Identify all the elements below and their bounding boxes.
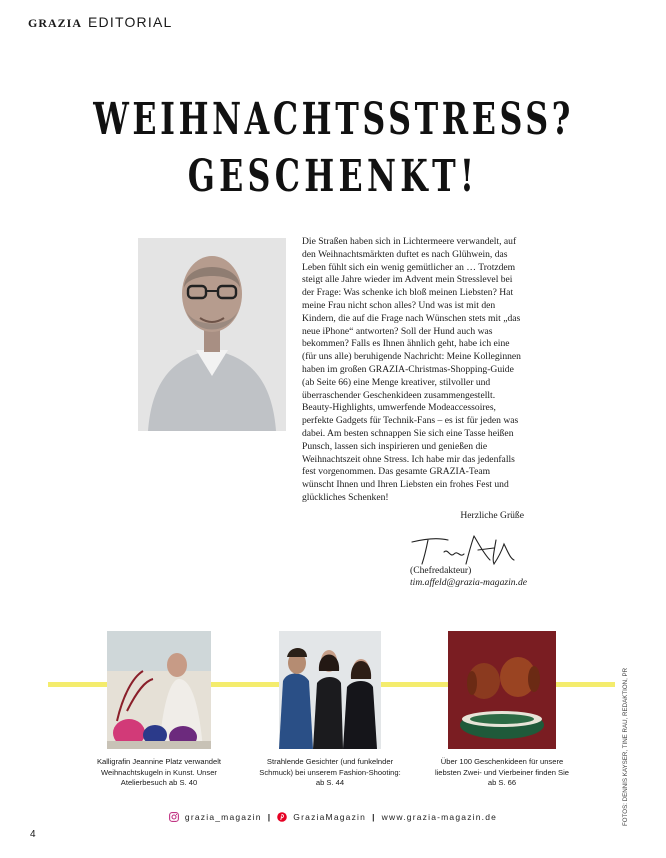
pinterest-handle[interactable]: GraziaMagazin (293, 812, 367, 822)
headline-line-2: GESCHENKT! (187, 151, 479, 202)
editorial-body: Die Straßen haben sich in Lichtermeere verwandelt, auf den Weihnachtsmärkten duftet es nach Glühwein, das Leben fühlt sich ein wenig gemütlicher an … Trotzdem steigt alle Jahre wieder im Advent mein Stresslevel bei der Frage: Was schenke ich bloß meinen Liebsten? Hat meine Frau nicht schon alles? Und was ist mit den Kindern, die auf die Frage nach Wünschen stets mit „das neue iPhone“ antworten? Soll der Hund auch was bekommen? Falls es Ihnen ähnlich geht, habe ich eine (für uns alle) beruhigende Nachricht: Meine Kolleginnen haben im großen GRAZIA-Christmas-Shopping-Guide (ab Seite 66) eine Menge kreativer, stilvoller und überraschender Geschenkideen zusammengestellt. Beauty-Highlights, umwerfende Modeaccessoires, perfekte Gadgets für Technik-Fans – es ist für jeden was dabei. Am besten schnappen Sie sich eine Tasse heißen Punsch, lassen sich inspirieren und genießen die Weihnachtszeit ohne Stress. Ich habe mir das jedenfalls fest vorgenommen. Das gesamte GRAZIA-Team wünscht Ihnen und Ihren Liebsten ein frohes Fest und glückliches Schenken! (302, 236, 521, 503)
page-number: 4 (30, 829, 36, 840)
instagram-icon[interactable] (169, 812, 179, 822)
photo-credits: FOTOS: DENNIS KAYSER, TINE RAU, REDAKTION, PR (622, 667, 629, 826)
editor-role: (Chefredakteur) (410, 565, 472, 576)
brand-logo: GRAZIA (28, 16, 83, 30)
pinterest-icon[interactable] (277, 812, 287, 822)
section-label: EDITORIAL (88, 14, 173, 30)
editor-portrait (138, 238, 286, 431)
editor-email[interactable]: tim.affeld@grazia-magazin.de (410, 577, 528, 588)
header (28, 14, 172, 31)
footer-separator: | (372, 812, 376, 822)
editor-portrait-illustration (138, 238, 286, 431)
closing-greeting: Herzliche Grüße (460, 510, 524, 521)
instagram-handle[interactable]: grazia_magazin (184, 812, 262, 822)
teaser-photo-dogs (448, 631, 556, 749)
headline-line-1: WEIHNACHTSSTRESS? (93, 94, 574, 145)
teaser-photo-calligraphy (107, 631, 211, 749)
teaser-caption-2: Strahlende Gesichter (und funkelnder Schmuck) bei unserem Fashion-Shooting: ab S. 44 (259, 757, 401, 787)
signature (408, 530, 518, 570)
teaser-photo-fashion-shooting (279, 631, 381, 749)
footer-social-bar (0, 812, 666, 822)
teaser-caption-3: Über 100 Geschenkideen für unsere liebsten Zwei- und Vierbeiner finden Sie ab S. 66 (434, 757, 570, 787)
website-link[interactable]: www.grazia-magazin.de (381, 812, 498, 822)
footer-separator: | (267, 812, 272, 822)
teaser-caption-1: Kalligrafin Jeannine Platz verwandelt Weihnachtskugeln in Kunst. Unser Atelierbesuch ab S. 40 (96, 757, 222, 787)
